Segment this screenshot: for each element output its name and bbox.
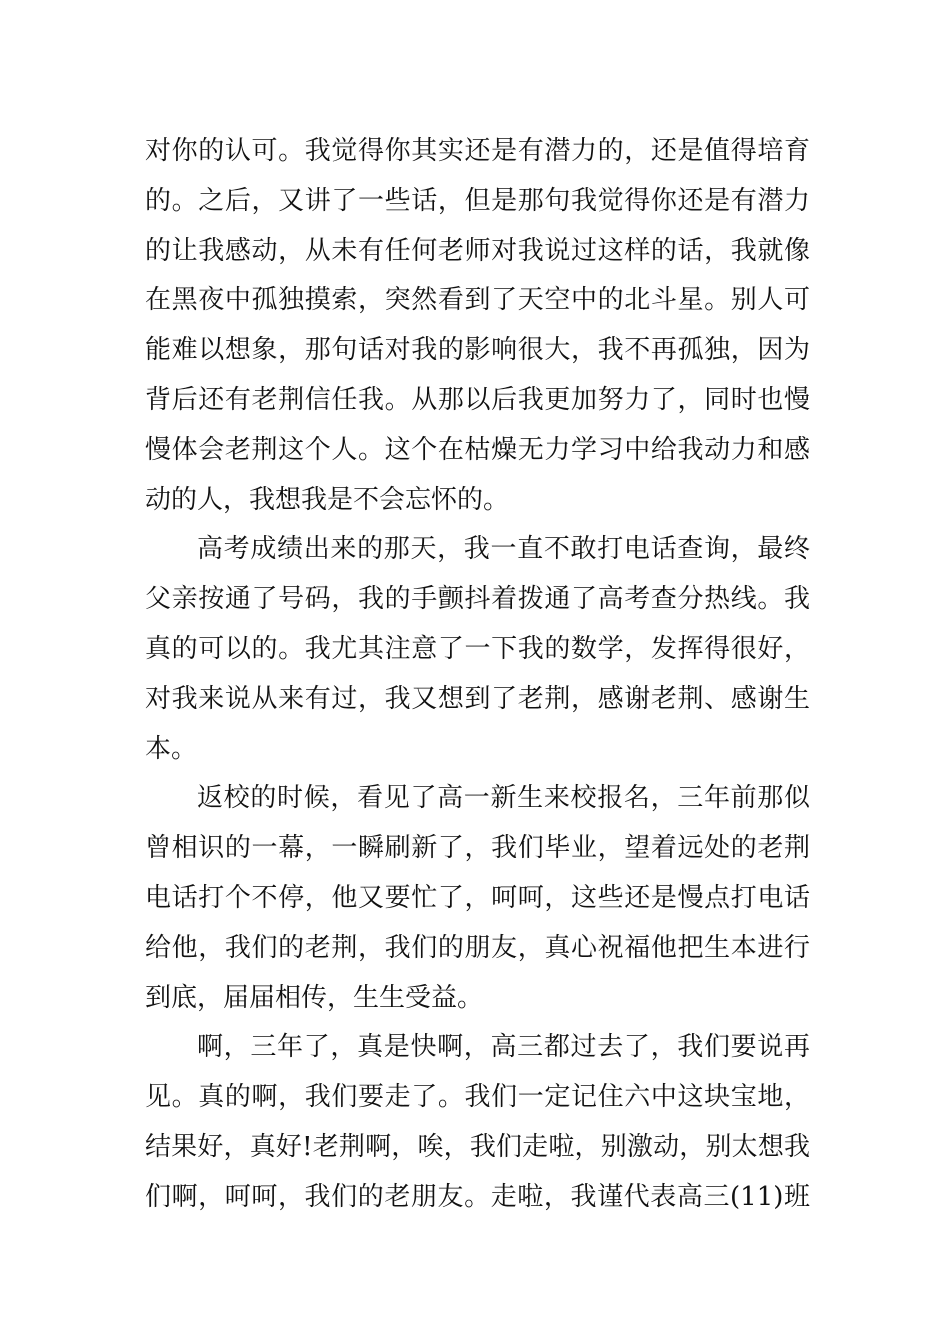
text-line: 结果好，真好!老荆啊，唉，我们走啦，别激动，别太想我: [145, 1131, 810, 1162]
paragraph-first-line: 啊，三年了，真是快啊，高三都过去了，我们要说再: [197, 1032, 810, 1063]
text-line: 背后还有老荆信任我。从那以后我更加努力了，同时也慢: [145, 384, 810, 415]
document-body: [145, 127, 810, 1223]
paragraph-first-line: 高考成绩出来的那天，我一直不敢打电话查询，最终: [197, 534, 810, 565]
text-line: 曾相识的一幕，一瞬刷新了，我们毕业，望着远处的老荆: [145, 833, 810, 864]
text-line: 对我来说从来有过，我又想到了老荆，感谢老荆、感谢生: [145, 683, 810, 714]
text-line: 慢体会老荆这个人。这个在枯燥无力学习中给我动力和感: [145, 434, 810, 465]
text-line: 们啊，呵呵，我们的老朋友。走啦，我谨代表高三(11)班: [145, 1181, 810, 1212]
text-line: 对你的认可。我觉得你其实还是有潜力的，还是值得培育: [145, 136, 810, 166]
text-line: 本。: [145, 733, 198, 764]
text-line: 的。之后，又讲了一些话，但是那句我觉得你还是有潜力: [145, 185, 810, 216]
text-line: 在黑夜中孤独摸索，突然看到了天空中的北斗星。别人可: [145, 285, 810, 316]
text-line: 能难以想象，那句话对我的影响很大，我不再孤独，因为: [145, 335, 810, 366]
text-line: 给他，我们的老荆，我们的朋友，真心祝福他把生本进行: [145, 932, 810, 963]
text-line: 动的人，我想我是不会忘怀的。: [145, 484, 510, 515]
paragraph-first-line: 返校的时候，看见了高一新生来校报名，三年前那似: [197, 783, 810, 814]
text-line: 真的可以的。我尤其注意了一下我的数学，发挥得很好，: [145, 633, 810, 664]
text-line: 的让我感动，从未有任何老师对我说过这样的话，我就像: [145, 235, 810, 266]
text-line: 见。真的啊，我们要走了。我们一定记住六中这块宝地，: [145, 1082, 810, 1113]
text-line: 父亲按通了号码，我的手颤抖着拨通了高考查分热线。我: [145, 584, 810, 615]
text-line: 到底，届届相传，生生受益。: [145, 982, 484, 1013]
text-line: 电话打个不停，他又要忙了，呵呵，这些还是慢点打电话: [145, 882, 810, 913]
